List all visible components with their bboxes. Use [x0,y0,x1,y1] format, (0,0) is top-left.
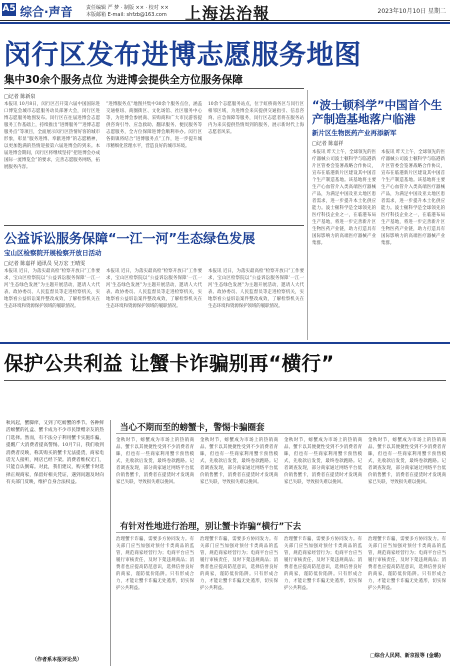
story4-body-a-col1: 金秋时节，螃蟹成为市场上的热销商品。蟹卡以其便捷性受到不少消费者青睐，但也有一些商家利用蟹卡预售模式，先收款后发货，最终卷款跑路。记者调查发现，部分商家通过网络平台低价销售蟹卡，消费者在提货时才发现商家已失联，导致损失难以挽回。 [116,438,194,485]
story4-subrule-a [116,433,446,434]
story4-body-a-col4: 金秋时节，螃蟹成为市场上的热销商品。蟹卡以其便捷性受到不少消费者青睐，但也有一些商家利用蟹卡预售模式，先收款后发货，最终卷款跑路。记者调查发现，部分商家通过网络平台低价销售蟹卡，消费者在提货时才发现商家已失联，导致损失难以挽回。 [368,438,446,485]
story3-subhead: 宝山区检察院开展检察开放日活动 [4,249,102,257]
story2-body-col1: 本报讯 昨天上午，全球领先的医疗器械公司波士顿科学与临港新片区管委会签署战略合作协议，宣布在临港新片区建设其中国首个生产制造基地。该基地将主要生产心血管介入类高端医疗器械产品，为满足中国及亚太地区患者需求，进一步提升本土化供应能力。波士顿科学是全球领先的医疗科技企业之一，在临港布局生产基地，将进一步完善新片区生物医药产业链，助力打造具有国际影响力的高端医疗器械产业集群。 [312,150,376,246]
story2-headline: “波士顿科学”中国首个生产制造基地落户临港 [312,98,443,126]
story1-byline: □记者 陈新泉 [4,94,36,100]
story1-body-col2: “进博服务点”地图共集中30余个服务点位，涵盖交通枢纽、商圈街区、文化场馆、社区服务中心等，为进博会参展商、采购商和广大市民游客提供咨询引导、应急救助、翻译服务、便民服务等志愿服务，全方位保障进博会顺利举办。闵行区各街镇将结合“进博服务点”工作，进一步提升城市精细化管理水平，营造良好的城市环境。 [106,102,202,149]
story4-headline: 保护公共利益 让蟹卡诈骗别再“横行” [4,352,335,375]
story3-byline: □记者 陈嘉祥 通讯员 吴万宏 王晴雯 [4,261,86,267]
story4-rule [4,380,446,381]
story1-body-col1: 本报讯 10月8日，闵行区召开第六届中国国际进口博览会城市志愿服务动员部署大会，闵行区进博志愿服务地图发布。闵行区在往届进博会志愿服务工作基础上，持续推出“进博服务”“进博志愿服务点”等项目，全面展示闵行区热情好客的城市形象，彰显“服务进博、奉献进博”的志愿精神，以更加饱满的热情迎接第六届进博会的到来。本届进博会期间，闵行区将继续坚持“把进博会办成国际一流博览会”的要求，完善志愿服务网络，拓展服务内容。 [4,102,100,170]
story3-body-col3: 本报讯 近日，为落实最高检“检察开放日”工作要求，宝山区检察院以“公益诉讼服务保障‘一江一河’生态绿色发展”为主题开展活动，邀请人大代表、政协委员、人民监督员等走进检察机关，实地察看公益诉讼案件整改成效，了解检察机关在生态环境和资源保护领域的履职情况。 [208,269,304,309]
section-title: 综合·声音 [20,5,73,19]
story2-body-col2: 本报讯 昨天上午，全球领先的医疗器械公司波士顿科学与临港新片区管委会签署战略合作协议，宣布在临港新片区建设其中国首个生产制造基地。该基地将主要生产心血管介入类高端医疗器械产品，为满足中国及亚太地区患者需求，进一步提升本土化供应能力。波士顿科学是全球领先的医疗科技企业之一，在临港布局生产基地，将进一步完善新片区生物医药产业链，助力打造具有国际影响力的高端医疗器械产业集群。 [381,150,445,246]
story2-byline: □记者 陈嘉祥 [312,141,344,147]
story4-sidebar [2,420,111,666]
story1-headline: 闵行区发布进博志愿服务地图 [4,40,362,71]
story4-body-b-col2: 治理蟹卡诈骗，需要多方协同发力。有关部门应当加强对预付卡类商品的监管，规范商家经营行为；电商平台应当履行审核责任，及时下架违规商品；消费者也应提高防范意识，选择信誉良好的商家，谨防低价陷阱。只有形成合力，才能让蟹卡诈骗无处遁形，切实保护公共利益。 [200,537,278,591]
editor-line: 责任编辑 严 梦 · 制版 ×× · 校对 ×× [86,5,169,11]
column-divider [307,90,308,340]
story4-sidebar-text: 秋风起，蟹脚痒，又到了吃螃蟹的季节。各种鲜活螃蟹的礼盒、蟹卡成为不少市民馈赠亲友的热门选择。然而，有不法分子利用蟹卡实施诈骗，提醒广大消费者提高警惕。10月7日，我们收到消费者反映，称其购买的蟹卡无法提货，商家电话无人接听，网店已经下架。消费者维权无门，只能自认倒霉。对此，我们建议，购买蟹卡时选择正规商家，保留好相关凭证，遇到问题及时向有关部门反映，维护自身合法权益。 [6,421,104,486]
masthead [0,0,450,21]
page-number-badge: A5 [2,4,16,14]
story4-body-b-col1: 治理蟹卡诈骗，需要多方协同发力。有关部门应当加强对预付卡类商品的监管，规范商家经营行为；电商平台应当履行审核责任，及时下架违规商品；消费者也应提高防范意识，选择信誉良好的商家，谨防低价陷阱。只有形成合力，才能让蟹卡诈骗无处遁形，切实保护公共利益。 [116,537,194,591]
story1-rule [4,88,304,89]
story3-body-col1: 本报讯 近日，为落实最高检“检察开放日”工作要求，宝山区检察院以“公益诉讼服务保障‘一江一河’生态绿色发展”为主题开展活动，邀请人大代表、政协委员、人民监督员等走进检察机关，实地察看公益诉讼案件整改成效，了解检察机关在生态环境和资源保护领域的履职情况。 [4,269,100,309]
story4-body-b-col3: 治理蟹卡诈骗，需要多方协同发力。有关部门应当加强对预付卡类商品的监管，规范商家经营行为；电商平台应当履行审核责任，及时下架违规商品；消费者也应提高防范意识，选择信誉良好的商家，谨防低价陷阱。只有形成合力，才能让蟹卡诈骗无处遁形，切实保护公共利益。 [284,537,362,591]
story4-subhead-b: 有针对性地进行治理，别让蟹卡诈骗“横行”下去 [120,522,302,532]
issue-date: 2023年10月10日 星期二 [377,8,446,15]
story4-body-b-col4: 治理蟹卡诈骗，需要多方协同发力。有关部门应当加强对预付卡类商品的监管，规范商家经营行为；电商平台应当履行审核责任，及时下架违规商品；消费者也应提高防范意识，选择信誉良好的商家，谨防低价陷阱。只有形成合力，才能让蟹卡诈骗无处遁形，切实保护公共利益。 [368,537,446,591]
contact-line: 本版邮箱 E-mail: shfzb@163.com [86,12,167,18]
story1-subhead: 集中30余个服务点位 为进博会提供全方位服务保障 [4,74,243,86]
story4-top-rule [0,342,450,344]
story4-sign: □综合人民网、新京报等 (金璐) [370,653,442,659]
story3-headline: 公益诉讼服务保障“一江一河”生态绿色发展 [4,232,256,247]
story4-body-a-col2: 金秋时节，螃蟹成为市场上的热销商品。蟹卡以其便捷性受到不少消费者青睐，但也有一些商家利用蟹卡预售模式，先收款后发货，最终卷款跑路。记者调查发现，部分商家通过网络平台低价销售蟹卡，消费者在提货时才发现商家已失联，导致损失难以挽回。 [200,438,278,485]
story4-subrule-b [116,532,446,533]
story3-rule [4,225,304,226]
story4-body-a-col3: 金秋时节，螃蟹成为市场上的热销商品。蟹卡以其便捷性受到不少消费者青睐，但也有一些商家利用蟹卡预售模式，先收款后发货，最终卷款跑路。记者调查发现，部分商家通过网络平台低价销售蟹卡，消费者在提货时才发现商家已失联，导致损失难以挽回。 [284,438,362,485]
story1-body-col3: 10余个志愿服务站点，位于虹桥商务区与闵行区相邻区域，为进博会来宾提供交通指引、信息咨询、应急保障等服务，闵行区志愿者将在服务站内为来宾提供热情周到的服务，展示新时代上海志愿者风采。 [208,102,304,135]
story4-subhead-a: 当心不期而至的螃蟹卡，警惕卡骗圈套 [120,423,265,433]
story2-subhead: 新片区生物医药产业再添新军 [312,129,397,137]
masthead-rule [0,22,450,24]
story4-sidebar-sign: （作者系本报评论员） [32,657,83,663]
story3-body-col2: 本报讯 近日，为落实最高检“检察开放日”工作要求，宝山区检察院以“公益诉讼服务保障‘一江一河’生态绿色发展”为主题开展活动，邀请人大代表、政协委员、人民监督员等走进检察机关，实地察看公益诉讼案件整改成效，了解检察机关在生态环境和资源保护领域的履职情况。 [106,269,202,309]
newspaper-logo: 上海法治報 [185,4,271,23]
